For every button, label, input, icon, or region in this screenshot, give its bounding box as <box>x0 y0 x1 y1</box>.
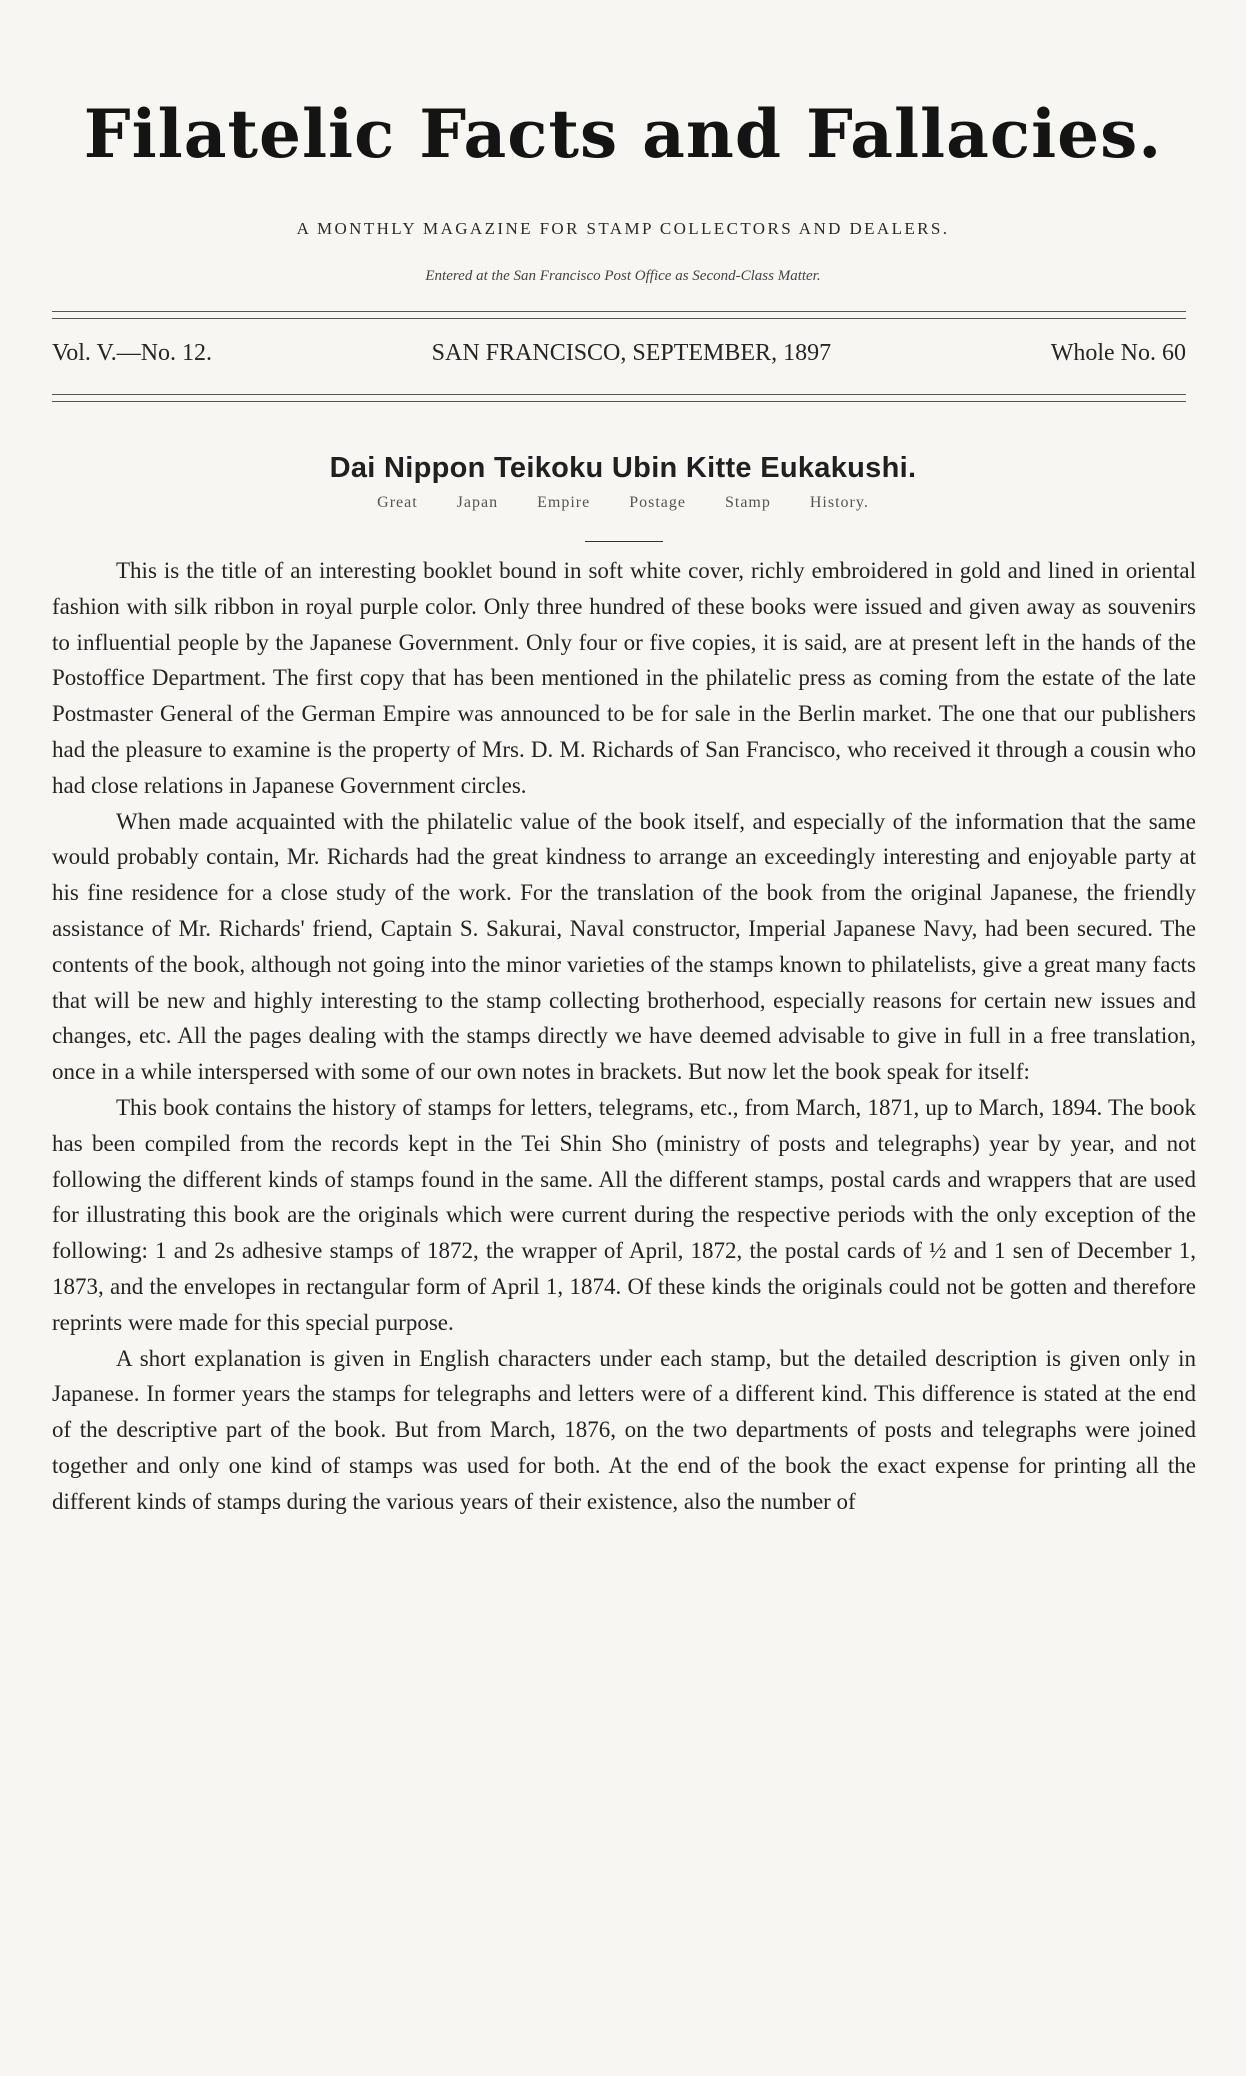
top-rule-1 <box>52 311 1186 312</box>
paragraph: A short explanation is given in English characters under each stamp, but the detailed description is given only in Japanese. In former years the stamps for telegraphs and letters were of a different kind. This difference is stated at the end of the descriptive part of the book. But from March, 1876, on the two departments of posts and telegraphs were joined together and only one kind of stamps was used for both. At the end of the book the exact expense for printing all the different kinds of stamps during the various years of their existence, also the number of <box>52 1345 1196 1514</box>
bottom-rule-1 <box>52 394 1186 395</box>
masthead-title: Filatelic Facts and Fallacies. <box>83 95 1163 173</box>
bottom-rule-2 <box>52 401 1186 402</box>
title-translation <box>0 494 1246 512</box>
title-divider <box>585 541 663 542</box>
volume-number: Vol. V.—No. 12. <box>52 340 213 366</box>
issue-line <box>52 340 1186 367</box>
paragraph: When made acquainted with the philatelic value of the book itself, and especially of the information that the same would probably contain, Mr. Richards had the great kindness to arrange an exceedingly interesting and enjoyable party at his fine residence for a close study of the work. For the translation of the book from the original Japanese, the friendly assistance of Mr. Richards' friend, Captain S. Sakurai, Naval constructor, Imperial Japanese Navy, had been secured. The contents of the book, although not going into the minor varieties of the stamps known to philatelists, give a great many facts that will be new and highly interesting to the stamp collecting brotherhood, especially reasons for certain new issues and changes, etc. All the pages dealing with the stamps directly we have deemed advisable to give in full in a free translation, once in a while interspersed with some of our own notes in brackets. But now let the book speak for itself: <box>52 808 1196 1085</box>
gloss-word: History. <box>809 494 869 511</box>
gloss-word: Postage <box>629 494 686 511</box>
place-date: SAN FRANCISCO, SEPTEMBER, 1897 <box>431 340 832 366</box>
magazine-subtitle: A MONTHLY MAGAZINE FOR STAMP COLLECTORS AND DEALERS. <box>296 219 950 238</box>
top-rule-2 <box>52 318 1186 319</box>
paragraph: This is the title of an interesting booklet bound in soft white cover, richly embroidered in gold and lined in oriental fashion with silk ribbon in royal purple color. Only three hundred of these books were issued and given away as souvenirs to influential people by the Japanese Government. Only four or five copies, it is said, are at present left in the hands of the Postoffice Department. The first copy that has been mentioned in the philatelic press as coming from the estate of the late Postmaster General of the German Empire was announced to be for sale in the Berlin market. The one that our publishers had the pleasure to examine is the property of Mrs. D. M. Richards of San Francisco, who received it through a cousin who had close relations in Japanese Government circles. <box>52 558 1196 798</box>
gloss-word: Stamp <box>724 494 771 511</box>
whole-number: Whole No. 60 <box>1050 340 1186 366</box>
postal-entry-note: Entered at the San Francisco Post Office as Second-Class Matter. <box>425 268 821 284</box>
article-body <box>52 553 1196 1520</box>
gloss-word: Japan <box>456 494 499 511</box>
article-title: Dai Nippon Teikoku Ubin Kitte Eukakushi. <box>329 452 917 484</box>
gloss-word: Empire <box>537 494 591 511</box>
gloss-word: Great <box>377 494 418 511</box>
paragraph: This book contains the history of stamps for letters, telegrams, etc., from March, 1871, up to March, 1894. The book has been compiled from the records kept in the Tei Shin Sho (ministry of posts and telegraphs) year by year, and not following the different kinds of stamps found in the same. All the different stamps, postal cards and wrappers that are used for illustrating this book are the originals which were current during the respective periods with the only exception of the following: 1 and 2s adhesive stamps of 1872, the wrapper of April, 1872, the postal cards of ½ and 1 sen of December 1, 1873, and the envelopes in rectangular form of April 1, 1874. Of these kinds the originals could not be gotten and therefore reprints were made for this special purpose. <box>52 1094 1196 1335</box>
